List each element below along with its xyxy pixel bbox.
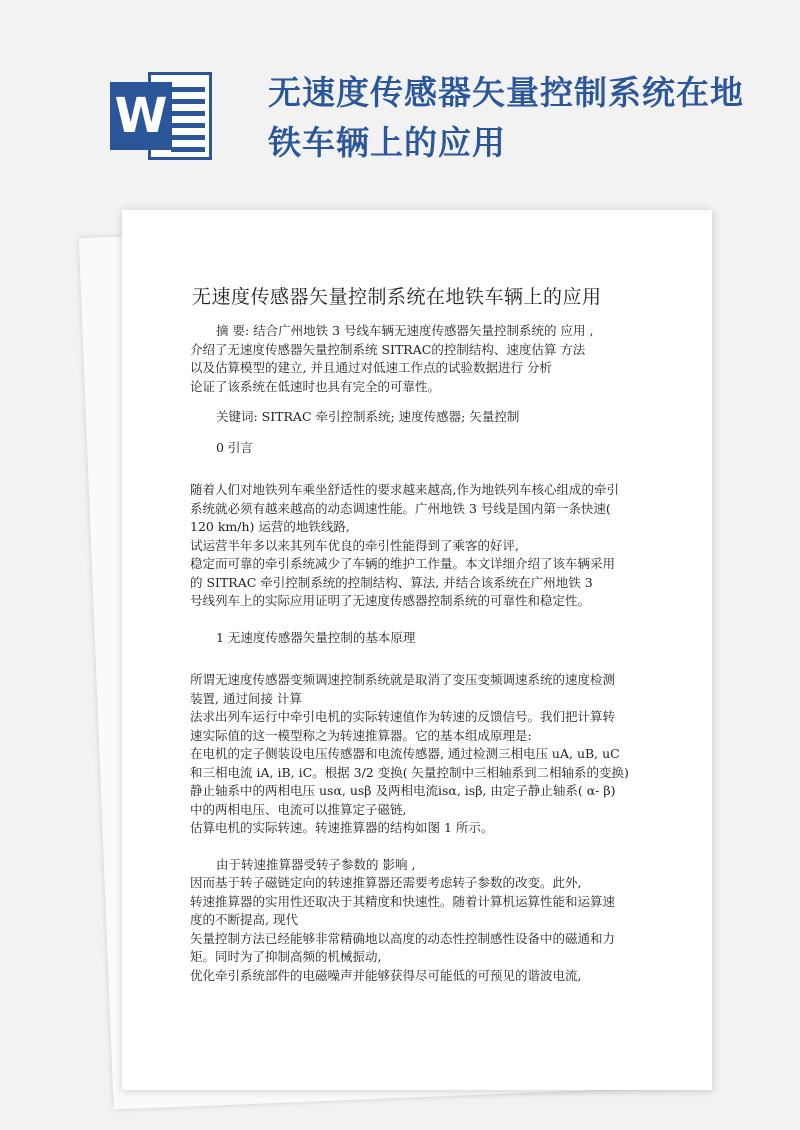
text-line: 中的两相电压、电流可以推算定子磁链, xyxy=(190,801,407,817)
text-line: 静止轴系中的两相电压 usα, usβ 及两相电流isα, isβ, 由定子静止轴系( α- β) xyxy=(190,783,616,798)
text-line: 在电机的定子侧装设电压传感器和电流传感器, 通过检测三相电压 uA, uB, uC xyxy=(190,746,620,761)
document-title: 无速度传感器矢量控制系统在地铁车辆上的应用 xyxy=(268,73,744,162)
text-line: 随着人们对地铁列车乘坐舒适性的要求越来越高,作为地铁列车核心组成的牵引 xyxy=(190,482,619,497)
document-body xyxy=(190,322,650,985)
text-line: 估算电机的实际转速。转速推算器的结构如图 1 所示。 xyxy=(190,820,494,835)
word-icon-line xyxy=(171,111,205,116)
text-line: 和三相电流 iA, iB, iC。根据 3/2 变换( 矢量控制中三相轴系到二相轴系的变换) xyxy=(190,764,629,780)
text-line: 试运营半年多以来其列车优良的牵引性能得到了乘客的好评, xyxy=(190,537,519,553)
paragraph-spacer xyxy=(190,647,650,671)
word-icon-line xyxy=(171,147,205,152)
text-line: 稳定而可靠的牵引系统减少了车辆的维护工作量。本文详细介绍了该车辆采用 xyxy=(190,556,616,571)
text-line: 号线列车上的实际应用证明了无速度传感器控制系统的可靠性和稳定性。 xyxy=(190,593,591,608)
text-line: 因而基于转子磁链定向的转速推算器还需要考虑转子参数的改变。此外, xyxy=(190,875,582,890)
text-line: 关键词: SITRAC 牵引控制系统; 速度传感器; 矢量控制 xyxy=(216,409,520,424)
text-line: 所谓无速度传感器变频调速控制系统就是取消了变压变频调速系统的速度检测 xyxy=(190,672,616,687)
text-line: 法求出列车运行中牵引电机的实际转速值作为转速的反馈信号。我们把计算转 xyxy=(190,709,616,724)
paragraph-spacer xyxy=(190,396,650,408)
text-line: 转速推算器的实用性还取决于其精度和快速性。随着计算机运算性能和运算速 xyxy=(190,893,616,909)
text-line: 系统就必须有越来越高的动态调速性能。广州地铁 3 号线是国内第一条快速( xyxy=(190,500,611,516)
text-line: 1 无速度传感器矢量控制的基本原理 xyxy=(216,629,416,645)
paragraph-spacer xyxy=(190,838,650,856)
text-line: 矩。同时为了抑制高频的机械振动, xyxy=(190,949,382,964)
word-icon-line xyxy=(171,99,205,104)
text-line: 0 引言 xyxy=(216,439,253,455)
text-line: 度的不断提高, 现代 xyxy=(190,912,298,927)
document-page xyxy=(122,210,712,1090)
text-line: 介绍了无速度传感器矢量控制系统 SITRAC的控制结构、速度估算 方法 xyxy=(190,341,586,357)
word-icon-badge: W xyxy=(110,82,172,150)
word-document-icon xyxy=(110,72,212,160)
text-line: 速实际值的这一模型称之为转速推算器。它的基本组成原理是: xyxy=(190,727,532,743)
text-line: 120 km/h) 运营的地铁线路, xyxy=(190,519,350,534)
text-line: 矢量控制方法已经能够非常精确地以高度的动态性控制感性设备中的磁通和力 xyxy=(190,930,616,946)
text-line: 优化牵引系统部件的电磁噪声并能够获得尽可能低的可预见的谐波电流, xyxy=(190,967,582,983)
paragraph-spacer xyxy=(190,427,650,439)
text-line: 论证了该系统在低速时也具有完全的可靠性。 xyxy=(190,378,441,394)
word-icon-line xyxy=(171,135,205,140)
text-line: 摘 要: 结合广州地铁 3 号线车辆无速度传感器矢量控制系统的 应用 , xyxy=(216,323,594,338)
page-heading: 无速度传感器矢量控制系统在地铁车辆上的应用 xyxy=(192,286,602,308)
paragraph-spacer xyxy=(190,457,650,481)
text-line: 的 SITRAC 牵引控制系统的控制结构、算法, 并结合该系统在广州地铁 3 xyxy=(190,574,593,590)
text-line: 由于转速推算器受转子参数的 影响 , xyxy=(216,856,416,872)
paragraph-spacer xyxy=(190,611,650,629)
word-icon-line xyxy=(171,87,205,92)
text-line: 装置, 通过间接 计算 xyxy=(190,690,302,706)
text-line: 以及估算模型的建立, 并且通过对低速工作点的试验数据进行 分析 xyxy=(190,360,552,375)
word-icon-line xyxy=(171,123,205,128)
